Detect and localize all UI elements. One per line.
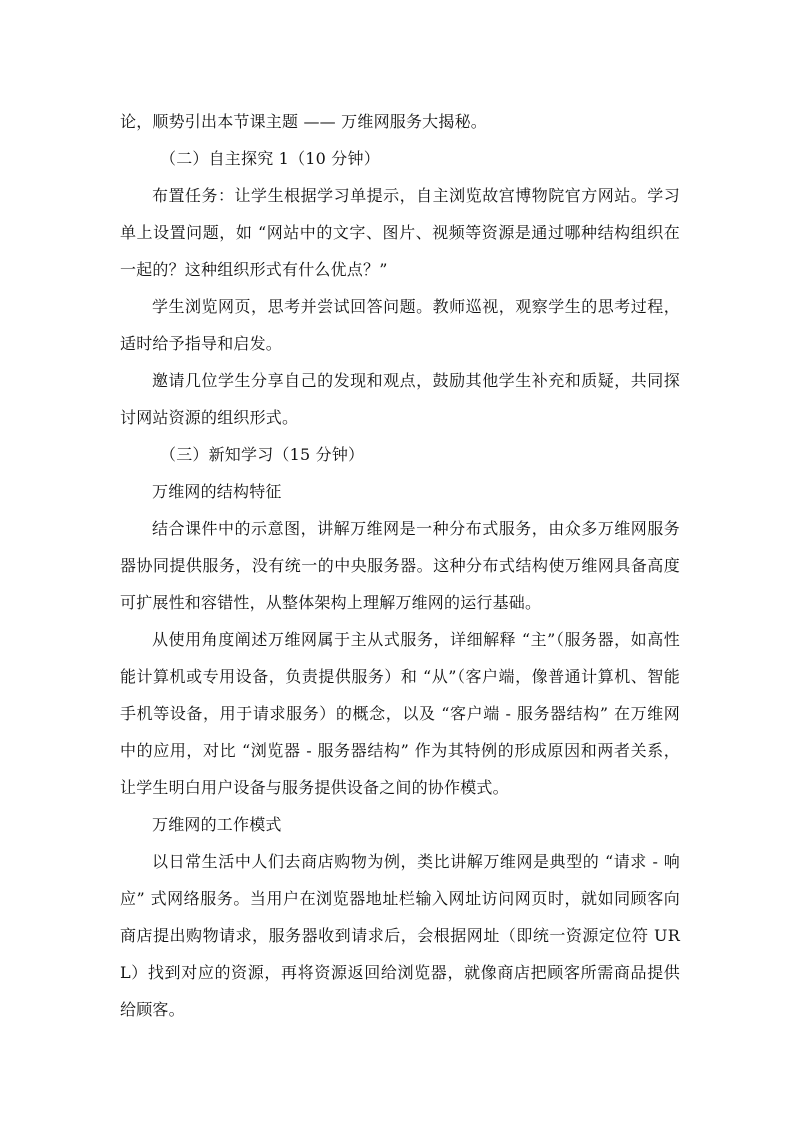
section-heading-new-knowledge: （三）新知学习（15 分钟） <box>160 445 365 464</box>
subheading-structure-features: 万维网的结构特征 <box>152 482 282 501</box>
paragraph-client-server: 从使用角度阐述万维网属于主从式服务，详细解释 “主”（服务器，如高性能计算机或专用设备，负责提供服务）和 “从”（客户端，像普通计算机、智能手机等设备，用于请求服务）的概念，以及 “客户端 - 服务器结构” 在万维网中的应用，对比 “浏览器 - 服务器结构” 作为其特例的形成原因和两者关系，让学生明白用户设备与服务提供设备之间的协作模式。 <box>120 630 680 797</box>
paragraph-distributed-service: 结合课件中的示意图，讲解万维网是一种分布式服务，由众多万维网服务器协同提供服务，没有统一的中央服务器。这种分布式结构使万维网具备高度可扩展性和容错性，从整体架构上理解万维网的运行基础。 <box>120 519 680 612</box>
paragraph-continuation: 论，顺势引出本节课主题 —— 万维网服务大揭秘。 <box>120 112 487 131</box>
subheading-working-mode: 万维网的工作模式 <box>152 815 282 834</box>
paragraph-assign-task: 布置任务：让学生根据学习单提示，自主浏览故宫博物院官方网站。学习单上设置问题，如 “网站中的文字、图片、视频等资源是通过哪种结构组织在一起的？这种组织形式有什么优点？” <box>120 186 680 279</box>
paragraph-request-response: 以日常生活中人们去商店购物为例，类比讲解万维网是典型的 “请求 - 响应” 式网络服务。当用户在浏览器地址栏输入网址访问网页时，就如同顾客向商店提出购物请求，服务器收到请求后，会根据网址（即统一资源定位符 URL）找到对应的资源，再将资源返回给浏览器，就像商店把顾客所需商品提供给顾客。 <box>120 852 680 1019</box>
paragraph-share-findings: 邀请几位学生分享自己的发现和观点，鼓励其他学生补充和质疑，共同探讨网站资源的组织形式。 <box>120 371 680 427</box>
paragraph-students-browse: 学生浏览网页，思考并尝试回答问题。教师巡视，观察学生的思考过程，适时给予指导和启发。 <box>120 297 680 353</box>
section-heading-self-exploration: （二）自主探究 1（10 分钟） <box>160 149 380 168</box>
document-body <box>120 103 680 1028</box>
